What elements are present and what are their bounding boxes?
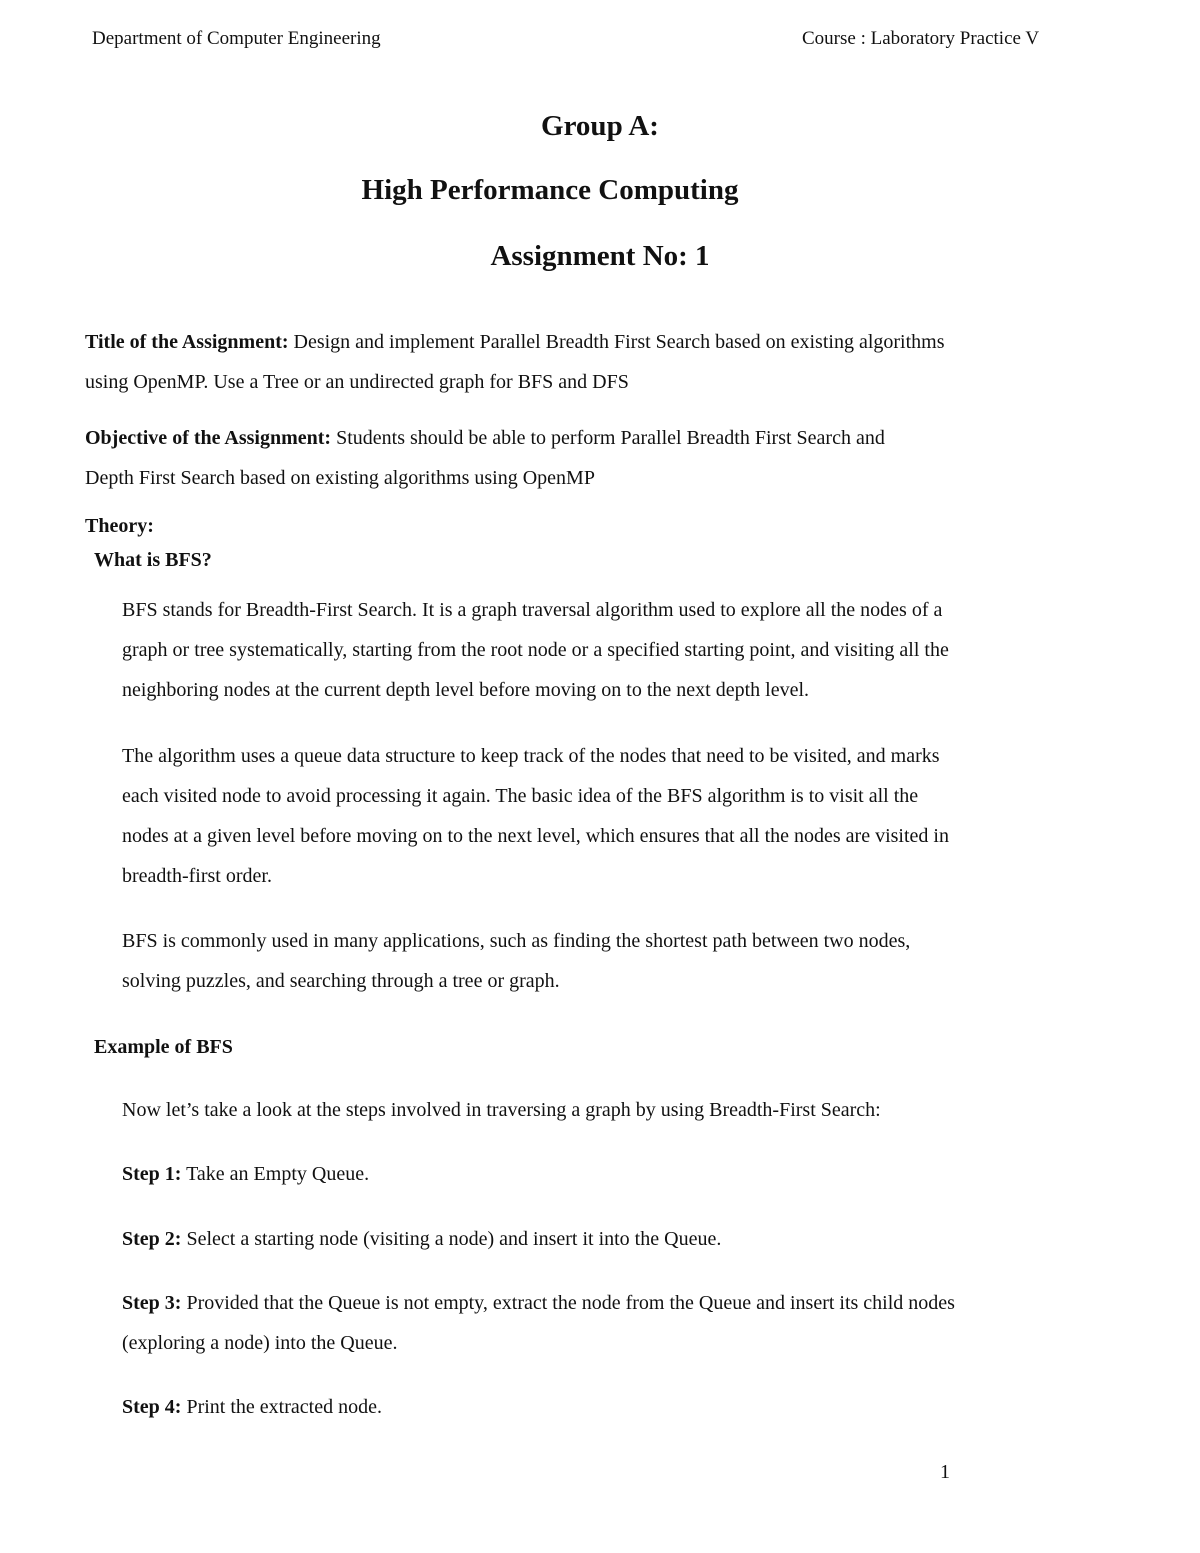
para1-line: BFS stands for Breadth-First Search. It is a graph traversal algorithm used to explore all the nodes of a — [122, 599, 943, 621]
para3-line: solving puzzles, and searching through a tree or graph. — [122, 970, 560, 992]
title-label: Title of the Assignment: — [85, 331, 289, 353]
para1-line: neighboring nodes at the current depth level before moving on to the next depth level. — [122, 679, 810, 701]
header-right: Course : Laboratory Practice V — [802, 28, 1040, 49]
page-number: 1 — [940, 1461, 950, 1483]
step-3: Step 3: Provided that the Queue is not empty, extract the node from the Queue and insert its child nodes (exploring a node) into the Queue. — [122, 1292, 955, 1354]
para2-line: The algorithm uses a queue data structure to keep track of the nodes that need to be visited, and marks — [122, 745, 940, 767]
step-2: Step 2: Select a starting node (visiting a node) and insert it into the Queue. — [122, 1228, 722, 1250]
objective-text: Students should be able to perform Parallel Breadth First Search and — [336, 427, 885, 449]
para2-line: nodes at a given level before moving on to the next level, which ensures that all the nodes are visited in — [122, 825, 949, 847]
group-heading: Group A: — [541, 110, 659, 142]
objective-text-2: Depth First Search based on existing algorithms using OpenMP — [85, 467, 595, 489]
what-bfs-heading: What is BFS? — [94, 549, 212, 571]
header-left: Department of Computer Engineering — [92, 28, 381, 49]
intro-text: Now let’s take a look at the steps involved in traversing a graph by using Breadth-First Search: — [122, 1099, 881, 1121]
para2-line: each visited node to avoid processing it again. The basic idea of the BFS algorithm is to visit all the — [122, 785, 919, 807]
para3-line: BFS is commonly used in many applications, such as finding the shortest path between two nodes, — [122, 930, 911, 952]
subject-heading: High Performance Computing — [361, 174, 739, 206]
theory-heading: Theory: — [85, 515, 154, 537]
para1-line: graph or tree systematically, starting from the root node or a specified starting point, and visiting all the — [122, 639, 949, 661]
objective-label: Objective of the Assignment: — [85, 427, 332, 449]
para2-line: breadth-first order. — [122, 865, 272, 887]
example-heading: Example of BFS — [94, 1036, 233, 1058]
title-text: Design and implement Parallel Breadth First Search based on existing algorithms — [293, 331, 945, 353]
title-text-2: using OpenMP. Use a Tree or an undirected graph for BFS and DFS — [85, 371, 629, 393]
assignment-heading: Assignment No: 1 — [490, 240, 710, 272]
step-4: Step 4: Print the extracted node. — [122, 1396, 382, 1418]
step-1: Step 1: Take an Empty Queue. — [122, 1163, 370, 1185]
